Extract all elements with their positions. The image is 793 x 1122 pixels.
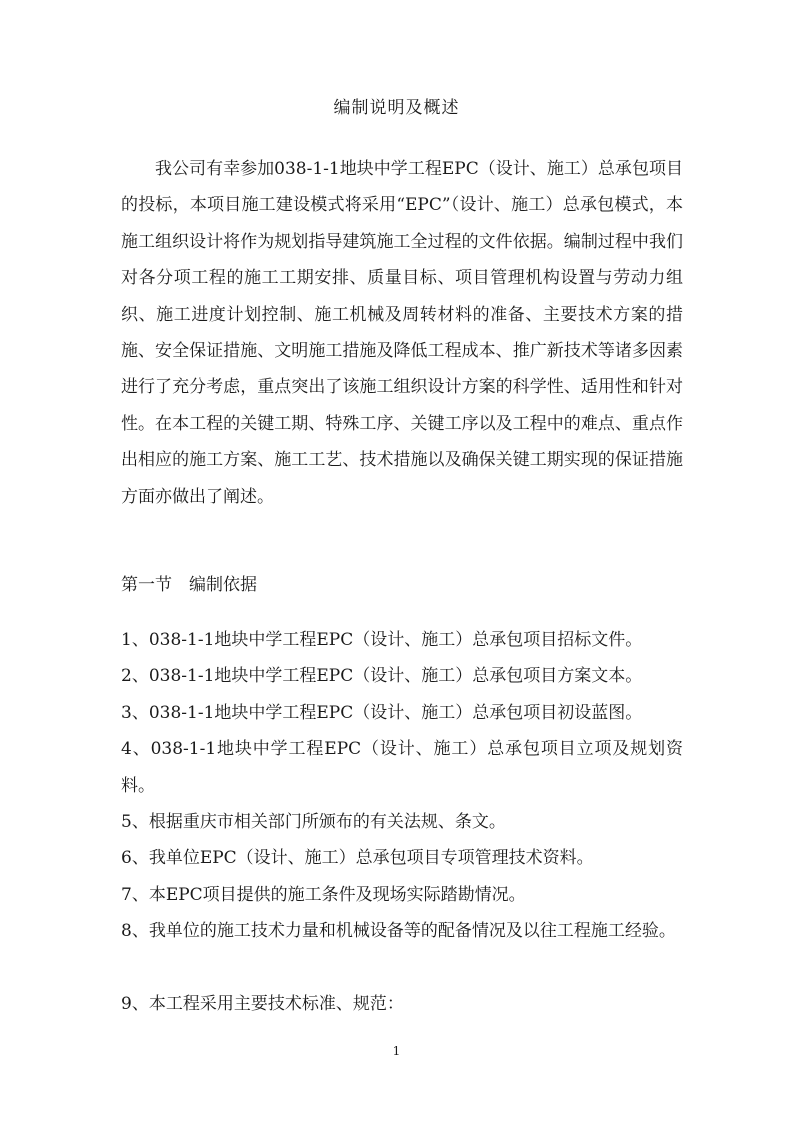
page-title: 编制说明及概述 bbox=[333, 98, 460, 118]
list-item: 1、038-1-1地块中学工程EPC（设计、施工）总承包项目招标文件。 bbox=[121, 630, 643, 650]
list-item: 4、038-1-1地块中学工程EPC（设计、施工）总承包项目立项及规划资料。 bbox=[121, 739, 683, 796]
basis-list bbox=[121, 622, 683, 1022]
page-number: 1 bbox=[392, 1044, 401, 1058]
section-heading-basis: 第一节 编制依据 bbox=[121, 575, 257, 595]
list-item: 6、我单位EPC（设计、施工）总承包项目专项管理技术资料。 bbox=[121, 848, 594, 869]
list-item: 5、根据重庆市相关部门所颁布的有关法规、条文。 bbox=[121, 811, 506, 832]
list-item: 3、038-1-1地块中学工程EPC（设计、施工）总承包项目初设蓝图。 bbox=[121, 702, 643, 723]
list-item: 8、我单位的施工技术力量和机械设备等的配备情况及以往工程施工经验。 bbox=[121, 921, 676, 942]
list-item: 2、038-1-1地块中学工程EPC（设计、施工）总承包项目方案文本。 bbox=[121, 666, 643, 687]
list-item: 7、本EPC项目提供的施工条件及现场实际踏勘情况。 bbox=[121, 884, 526, 905]
intro-paragraph: 我公司有幸参加038-1-1地块中学工程EPC（设计、施工）总承包项目的投标，本项目施工建设模式将采用“EPC”（设计、施工）总承包模式，本施工组织设计将作为规划指导建筑施工全过程的文件依据。编制过程中我们对各分项工程的施工工期安排、质量目标、项目管理机构设置与劳动力组织、施工进度计划控制、施工机械及周转材料的准备、主要技术方案的措施、安全保证措施、文明施工措施及降低工程成本、推广新技术等诸多因素进行了充分考虑，重点突出了该施工组织设计方案的科学性、适用性和针对性。在本工程的关键工期、特殊工序、关键工序以及工程中的难点、重点作出相应的施工方案、施工工艺、技术措施以及确保关键工期实现的保证措施方面亦做出了阐述。 bbox=[121, 159, 683, 507]
list-item: 9、本工程采用主要技术标准、规范： bbox=[121, 993, 404, 1014]
